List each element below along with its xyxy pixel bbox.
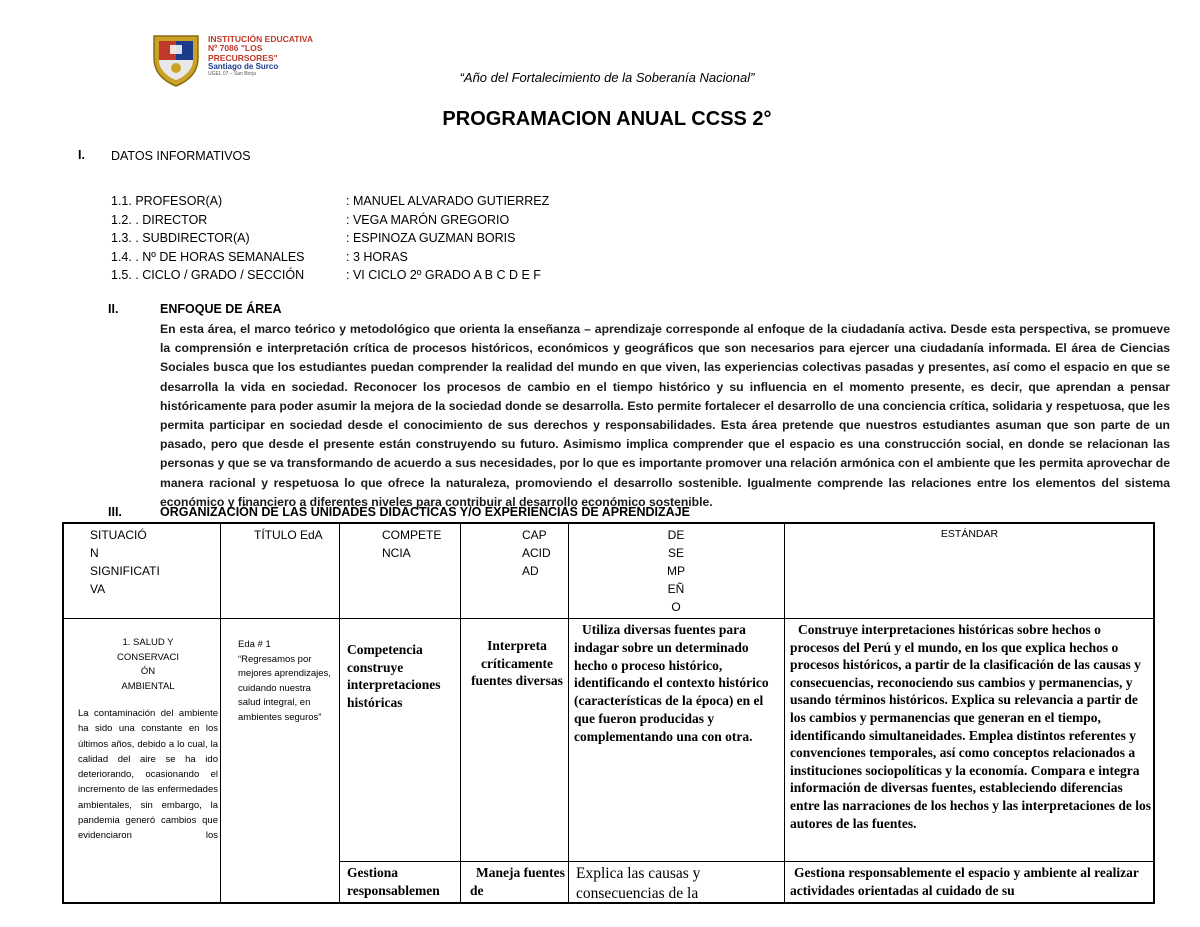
- logo-line-1: INSTITUCIÓN EDUCATIVA: [208, 34, 313, 44]
- info-label: 1.1. PROFESOR(A): [111, 194, 223, 208]
- info-row-profesor: [0, 192, 700, 211]
- header-competencia: COMPETE NCIA: [382, 528, 442, 560]
- info-label: 1.3. . SUBDIRECTOR(A): [111, 231, 250, 245]
- info-value: : VI CICLO 2º GRADO A B C D E F: [346, 268, 541, 282]
- column-divider: [339, 524, 340, 902]
- info-value: : MANUEL ALVARADO GUTIERREZ: [346, 194, 550, 208]
- info-row-director: [0, 211, 700, 230]
- header-desempeno: DE SE MP EÑ O: [667, 528, 685, 614]
- page-title: PROGRAMACION ANUAL CCSS 2°: [442, 108, 772, 130]
- section-2-number: II.: [108, 302, 119, 316]
- info-value: : VEGA MARÓN GREGORIO: [346, 212, 510, 227]
- info-label: 1.2. . DIRECTOR: [111, 212, 208, 227]
- info-label: 1.4. . Nº DE HORAS SEMANALES: [111, 249, 305, 264]
- column-divider: [460, 524, 461, 902]
- header-divider: [64, 618, 1153, 619]
- competencia-2: Gestiona responsablemen: [347, 865, 440, 898]
- logo-line-2: Nº 7086 "LOS PRECURSORES": [208, 43, 278, 63]
- info-row-ciclo: [0, 266, 700, 285]
- section-2-body: En esta área, el marco teórico y metodológico que orienta la enseñanza – aprendizaje corresponde al enfoque de la ciudadanía activa. Desde esta perspectiva, se promueve la comprensión e interpretación crítica de procesos históricos, económicos y geográficos que son necesarios para ejercer una ciudadanía informada. El área de Ciencias Sociales busca que los estudiantes puedan comprender la realidad del mundo en que viven, las experiencias colectivas pasadas y presentes, así como el espacio en que se desarrolla la vida en sociedad. Reconocer los procesos de cambio en el tiempo histórico y su influencia en el momento presente, es decir, que aprendan a pensar históricamente para poder asumir la mejora de la sociedad donde se desarrolla. Esto permite fortalecer el desarrollo de una conciencia crítica, solidaria y respetuosa, que les permita participar en sociedad desde el conocimiento de sus derechos y responsabilidades. Esta área pretende que nuestros estudiantes asuman que son parte de un pasado, pero que desde el presente están construyendo su futuro. Asimismo implica comprender que el espacio es una construcción social, en donde se relacionan las personas y que se va transformando de acuerdo a sus necesidades, por lo que es importante promover una relación armónica con el ambiente que les permita aprovechar de manera racional y respetuosa lo que ofrece la naturaleza, promoviendo el desarrollo sostenible. Igualmente comprende las relaciones entre los elementos del sistema económico y financiero a diferentes niveles para contribuir al desarrollo económico sostenible.: [160, 322, 1170, 509]
- row-divider: [339, 861, 1153, 862]
- section-3-title: ORGANIZACIÓN DE LAS UNIDADES DIDÁCTICAS Y/O EXPERIENCIAS DE APRENDIZAJE: [160, 505, 690, 519]
- desempeno-2: Explica las causas y consecuencias de la: [576, 865, 701, 902]
- desempeno-1: Utiliza diversas fuentes para indagar sobre un determinado hecho o proceso histórico, identificando el contexto histórico (características de la época) en el que fueron producidas y complementando una con otra.: [574, 622, 769, 744]
- logo-line-4: UGEL 07 – San Borja: [208, 70, 256, 77]
- estandar-2: Gestiona responsablemente el espacio y ambiente al realizar actividades orientadas al cuidado de su: [790, 865, 1139, 898]
- situacion-title: 1. SALUD Y CONSERVACI ÓN AMBIENTAL: [117, 637, 179, 692]
- column-divider: [220, 524, 221, 902]
- situacion-text: La contaminación del ambiente ha sido una constante en los últimos años, debido a lo cual, la calidad del aire se ha ido deteriorando, ocasionando el incremento de las enfermedades ambientales, sin embargo, la pandemia generó cambios que evidenciaron los: [78, 708, 218, 842]
- info-row-subdirector: [0, 229, 700, 248]
- info-value: : 3 HORAS: [346, 249, 408, 264]
- eda-title: Eda # 1 “Regresamos por mejores aprendizajes, cuidando nuestra salud integral, en ambientes seguros”: [238, 639, 331, 723]
- section-1-number: I.: [78, 148, 85, 162]
- info-value: : ESPINOZA GUZMAN BORIS: [346, 231, 516, 245]
- header-estandar: ESTÁNDAR: [940, 528, 999, 540]
- info-list: [0, 192, 700, 285]
- column-divider: [784, 524, 785, 902]
- competencia-1: Competencia construye interpretaciones históricas: [347, 642, 441, 710]
- header-titulo: TÍTULO EdA: [254, 528, 323, 542]
- capacidad-1: Interpreta críticamente fuentes diversas: [471, 638, 563, 688]
- units-table: [62, 522, 1155, 904]
- logo-line-3: Santiago de Surco: [208, 62, 279, 72]
- capacidad-2: Maneja fuentes de: [470, 865, 565, 898]
- header-capacidad: CAP ACID AD: [522, 528, 551, 578]
- section-3-number: III.: [108, 505, 122, 519]
- section-2-title: ENFOQUE DE ÁREA: [160, 302, 282, 316]
- info-row-horas: [0, 248, 700, 267]
- section-1-title: DATOS INFORMATIVOS: [111, 149, 251, 163]
- header-situacion: SITUACIÓ N SIGNIFICATI VA: [90, 528, 160, 596]
- estandar-1: Construye interpretaciones históricas sobre hechos o procesos del Perú y el mundo, en los que explica hechos o procesos históricos, a partir de la clasificación de las causas y consecuencias, reconociendo sus cambios y permanencias, y usando términos históricos. Explica su relevancia a partir de los cambios y permanencias que generan en el tiempo, identificando simultaneidades. Emplea distintos referentes y convenciones temporales, así como conceptos relacionados a instituciones sociopolíticas y la economía. Compara e integra información de diversas fuentes, estableciendo diferencias entre las narraciones de los hechos y las interpretaciones de los autores de las fuentes.: [790, 622, 1151, 831]
- year-slogan: “Año del Fortalecimiento de la Soberanía Nacional”: [459, 70, 755, 85]
- info-label: 1.5. . CICLO / GRADO / SECCIÓN: [111, 268, 305, 282]
